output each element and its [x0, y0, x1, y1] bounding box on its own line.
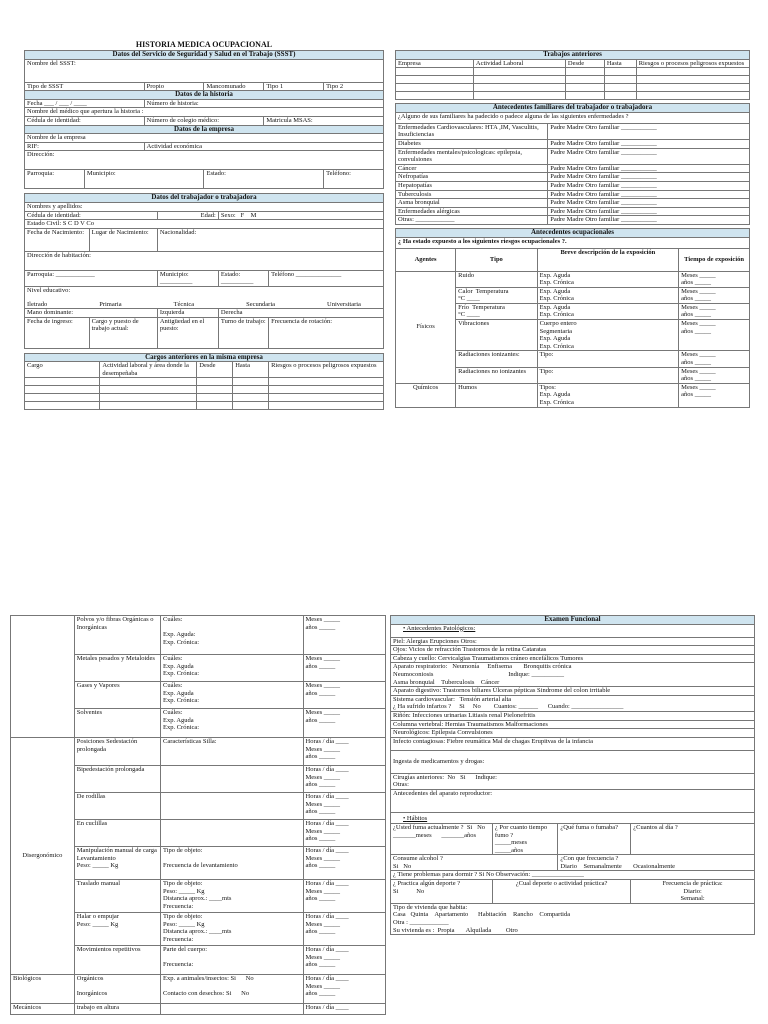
familiar-opciones: Padre Madre Otro familiar ___________ — [548, 190, 750, 199]
riesgo-tiempo: Meses _____ años _____ — [679, 303, 750, 319]
riesgo-tipo: Humos — [456, 383, 537, 407]
familiares-pregunta: ¿Alguno de sus familiares ha padecido o padece alguna de las siguientes enfermedades ? — [396, 112, 750, 123]
field-direccion: Dirección: — [25, 151, 384, 170]
enfermedad-hepatopatias: Hepatopatías — [396, 181, 548, 190]
col-tiempo: Tiempo de exposición — [679, 248, 750, 271]
riesgos-table — [10, 615, 386, 1015]
riesgo-tiempo: Meses _____ años _____ — [303, 655, 386, 682]
document-title: HISTORIA MEDICA OCUPACIONAL — [135, 40, 273, 49]
form-page-datos — [24, 40, 384, 528]
riesgo-descripcion — [161, 1004, 304, 1015]
section-header-familiares: Antecedentes familiares del trabajador o trabajadora — [396, 104, 750, 113]
habitos-label: • Hábitos — [393, 815, 427, 822]
col-hasta: Hasta — [233, 362, 269, 378]
riesgo-tipo: Frío Temperatura °C ____ — [456, 303, 537, 319]
trabajos-anteriores-table — [395, 50, 750, 100]
nivel-iletrado: Iletrado — [27, 300, 48, 308]
option-tipo2: Tipo 2 — [324, 82, 384, 91]
col-hasta: Hasta — [604, 59, 636, 68]
riesgo-tipo: De rodillas — [74, 793, 160, 820]
field-que-fuma: ¿Qué fuma o fumaba? — [558, 823, 631, 854]
ssst-table — [24, 50, 384, 189]
riesgo-descripcion: Cuáles: Exp. Aguda Exp. Crónica: — [161, 655, 304, 682]
nivel-options — [27, 301, 381, 309]
field-tipo-ssst: Tipo de SSST — [25, 82, 145, 91]
field-rif: RIF: — [25, 142, 145, 151]
field-sexo — [218, 211, 383, 220]
riesgo-descripcion: Cuáles: Exp. Aguda Exp. Crónica: — [161, 709, 304, 738]
nivel-secundaria: Secundaria — [246, 300, 276, 308]
familiar-opciones: Padre Madre Otro familiar ___________ — [548, 199, 750, 208]
familiar-opciones: Padre Madre Otro familiar ___________ — [548, 207, 750, 216]
section-header-trabajador: Datos del trabajador o trabajadora — [25, 194, 384, 203]
field-estado-civil: Estado Civil: S C D V Co — [25, 220, 384, 229]
riesgo-tiempo: Meses _____ años _____ — [679, 287, 750, 303]
table-row — [25, 402, 384, 410]
riesgo-descripcion: Tipo: — [537, 351, 679, 367]
field-fecha-nacimiento: Fecha de Nacimiento: — [25, 228, 90, 251]
form-page-riesgos — [10, 615, 386, 1024]
enfermedad-alergicas: Enfermedades alérgicas — [396, 207, 548, 216]
field-frecuencia-alcohol: ¿Con que frecuencia ? Diario Semanalmente Ocasionalmente — [558, 855, 755, 871]
riesgo-tipo: Manipulación manual de carga Levantamiento Peso: _____ Kg — [74, 847, 160, 880]
agente-quimicos: Químicos — [396, 383, 456, 407]
table-row — [396, 173, 750, 182]
riesgo-descripcion: Características Silla: — [161, 738, 304, 766]
familiar-opciones: Padre Madre Otro familiar ___________ — [548, 181, 750, 190]
familiar-opciones: Padre Madre Otro familiar ___________ — [548, 123, 750, 139]
field-cedula-medico: Cédula de identidad: — [25, 116, 145, 125]
riesgo-tiempo: Horas / día ____ Meses _____ años _____ — [303, 793, 386, 820]
enfermedad-mentales: Enfermedades mentales/psicologicas: epilepsia, convulsiones — [396, 148, 548, 164]
table-row — [396, 76, 750, 84]
riesgo-descripcion: Tipos: Exp. Aguda Exp. Crónica — [537, 383, 679, 407]
antecedentes-familiares-table — [395, 103, 750, 225]
nivel-tecnica: Técnica — [173, 300, 195, 308]
col-riesgos: Riesgos o procesos peligrosos expuestos — [269, 362, 384, 378]
riesgo-tiempo: Horas / día ____ Meses _____ años _____ — [303, 946, 386, 975]
riesgo-descripcion: Tipo: — [537, 367, 679, 383]
field-telefono-trabajador: Teléfono ______________ — [269, 270, 384, 286]
familiar-opciones: Padre Madre Otro familiar ___________ — [548, 139, 750, 148]
riesgo-descripcion — [161, 820, 304, 847]
section-header-examen: Examen Funcional — [391, 616, 755, 625]
enfermedad-diabetes: Diabetes — [396, 139, 548, 148]
field-ojos: Ojos: Vicios de refracción Trastornos de la retina Cataratas — [391, 646, 755, 655]
riesgo-tipo: Solventes — [74, 709, 160, 738]
field-edad: Edad: — [157, 211, 218, 220]
nivel-primaria: Primaria — [99, 300, 122, 308]
table-row — [396, 84, 750, 92]
field-ingesta: Ingesta de medicamentos y drogas: — [391, 750, 755, 773]
col-actividad: Actividad laboral y área donde la desempeñaba — [100, 362, 197, 378]
antecedentes-ocupacionales-table — [395, 228, 750, 408]
riesgo-descripcion — [161, 766, 304, 793]
enfermedad-tuberculosis: Tuberculosis — [396, 190, 548, 199]
riesgo-descripcion: Tipo de objeto: Frecuencia de levantamiento — [161, 847, 304, 880]
table-row — [396, 123, 750, 139]
field-alcohol: Consume alcohol ? Si No — [391, 855, 558, 871]
field-deporte: ¿ Practica algún deporte ? Si No — [391, 880, 493, 904]
riesgo-tiempo: Horas / día ____ Meses _____ años _____ — [303, 820, 386, 847]
riesgo-descripcion: Tipo de objeto: Peso: _____ Kg Distancia aprox.: ____mts Frecuencia: — [161, 913, 304, 946]
col-descripcion: Breve descripción de la exposición — [537, 248, 679, 271]
field-matricula-msas: Matricula MSAS: — [264, 116, 384, 125]
field-vivienda: Tipo de vivienda que habita: Casa Quinta Apartamento Habitación Rancho Compartida Otra : ____________ Su vivienda es : Propia Alquilada Otro — [391, 903, 755, 934]
familiar-opciones: Padre Madre Otro familiar ___________ — [548, 216, 750, 225]
nivel-label: Nivel educativo: — [27, 286, 71, 294]
nivel-universitaria: Universitaria — [327, 300, 361, 308]
riesgos-rows — [11, 616, 386, 1015]
field-nacionalidad: Nacionalidad: — [157, 228, 383, 251]
ocupacionales-rows — [396, 271, 750, 407]
field-piel: Piel: Alergias Erupciones Otros: — [391, 637, 755, 646]
riesgo-tiempo: Meses _____ años _____ — [303, 616, 386, 655]
field-cuantos-dia: ¿Cuantos al día ? — [631, 823, 755, 854]
riesgo-tiempo: Meses _____ años _____ — [679, 367, 750, 383]
enfermedad-nefropatias: Nefropatías — [396, 173, 548, 182]
option-mancomunado: Mancomunado — [204, 82, 264, 91]
riesgo-tiempo: Horas / día ____ Meses _____ años _____ — [303, 975, 386, 1004]
riesgo-tiempo: Meses _____ años _____ — [679, 351, 750, 367]
riesgo-tiempo: Horas / día ____ — [303, 1004, 386, 1015]
mano-derecha: Derecha — [218, 309, 383, 318]
form-page-antecedentes — [395, 50, 750, 530]
riesgo-descripcion: Exp. a animales/insectos: Si No Contacto con desechos: Si No — [161, 975, 304, 1004]
col-desde: Desde — [197, 362, 233, 378]
field-dormir: ¿ Tiene problemas para dormir ? Si No Observación: ________________ — [391, 871, 755, 880]
field-nivel-educativo — [25, 286, 384, 308]
riesgo-tipo: Movimientos repetitivos — [74, 946, 160, 975]
riesgo-tiempo: Horas / día ____ Meses _____ años _____ — [303, 913, 386, 946]
riesgo-descripcion: Exp. Aguda Exp. Crónica — [537, 287, 679, 303]
table-row — [396, 190, 750, 199]
field-medico: Nombre del médico que apertura la historia : — [25, 108, 384, 117]
riesgo-tipo: Bipedestación prolongada — [74, 766, 160, 793]
agente-biologicos: Biológicos — [11, 975, 75, 1004]
field-estado-trabajador: Estado: __________ — [218, 270, 268, 286]
cargos-anteriores-table — [24, 353, 384, 411]
field-parroquia: Parroquia: — [25, 170, 85, 189]
section-header-ocupacionales: Antecedentes ocupacionales — [396, 228, 750, 237]
riesgo-tipo: En cuclillas — [74, 820, 160, 847]
table-row — [11, 616, 386, 655]
field-infecto: Infecto contagiosas: Fiebre reumática Mal de chagas Erupitvas de la infancia — [391, 737, 755, 750]
riesgo-descripcion: Exp. Aguda Exp. Crónica — [537, 271, 679, 287]
field-respiratorio: Aparato respiratorio: Neumonía Enfisema Bronquitis crónica Neumoconiosis Indique: __________ Asma bronquial Tuberculosis Cáncer — [391, 663, 755, 687]
table-row — [396, 216, 750, 225]
riesgo-tiempo: Horas / día ____ Meses _____ años _____ — [303, 847, 386, 880]
field-parroquia-trabajador: Parroquia: ____________ — [25, 270, 158, 286]
riesgo-tipo: Traslado manual — [74, 880, 160, 913]
riesgo-tipo: Gases y Vapores — [74, 682, 160, 709]
field-tiempo-fumo: ¿ Por cuanto tiempo fumo ? _____meses _____años — [492, 823, 558, 854]
ocupacionales-pregunta: ¿ Ha estado expuesto a los siguientes riesgos ocupacionales ?. — [396, 237, 750, 248]
field-turno: Turno de trabajo: — [218, 317, 268, 348]
examen-table — [390, 615, 755, 935]
section-header-cargos: Cargos anteriores en la misma empresa — [25, 353, 384, 362]
enfermedad-asma: Asma bronquial — [396, 199, 548, 208]
table-row — [396, 92, 750, 100]
trabajador-table — [24, 193, 384, 348]
riesgo-tiempo: Meses _____ años _____ — [303, 709, 386, 738]
sexo-m: M — [250, 211, 257, 219]
table-row — [11, 1004, 386, 1015]
col-actividad-laboral: Actividad Laboral — [473, 59, 565, 68]
col-tipo: Tipo — [456, 248, 537, 271]
field-municipio: Municipio: — [84, 170, 204, 189]
field-fecha-ingreso: Fecha de ingreso: — [25, 317, 90, 348]
riesgo-tiempo: Horas / día ____ Meses _____ años _____ — [303, 880, 386, 913]
familiar-opciones: Padre Madre Otro familiar ___________ — [548, 164, 750, 173]
field-cedula-trabajador: Cédula de identidad: — [25, 211, 158, 220]
field-estado: Estado: — [204, 170, 324, 189]
field-cardiovascular: Sistema cardiovascular: Tensión arterial alta ¿ Ha sufrido infartos ? Si No Cuantos: ______ Cuando: ________________ — [391, 695, 755, 711]
field-cargo-actual: Cargo y puesto de trabajo actual: — [89, 317, 157, 348]
riesgo-tipo: Posiciones Sedestación prolongada — [74, 738, 160, 766]
table-row — [11, 975, 386, 1004]
field-antiguedad: Antigüedad en el puesto: — [157, 317, 218, 348]
riesgo-tipo: Metales pesados y Metaloides — [74, 655, 160, 682]
riesgo-tiempo: Meses _____ años _____ — [679, 383, 750, 407]
table-row — [396, 148, 750, 164]
table-row — [396, 207, 750, 216]
riesgo-tipo: Calor Temperatura °C ____ — [456, 287, 537, 303]
familiar-opciones: Padre Madre Otro familiar ___________ — [548, 173, 750, 182]
subheader-patologicos — [391, 624, 755, 637]
field-direccion-habitacion: Dirección de habitación: — [25, 251, 384, 270]
table-row — [396, 139, 750, 148]
sexo-label: Sexo: — [220, 211, 236, 219]
field-numero-historia: Número de historia: — [144, 99, 383, 108]
agente-fisicos: Físicos — [396, 271, 456, 383]
subheader-habitos — [391, 812, 755, 823]
option-propio: Propio — [144, 82, 204, 91]
enfermedad-cancer: Cáncer — [396, 164, 548, 173]
col-empresa: Empresa — [396, 59, 474, 68]
table-row — [11, 738, 386, 766]
col-desde: Desde — [565, 59, 604, 68]
riesgo-tiempo: Horas / día ____ Meses _____ años _____ — [303, 766, 386, 793]
field-frecuencia-rotacion: Frecuencia de rotación: — [269, 317, 384, 348]
option-tipo1: Tipo 1 — [264, 82, 324, 91]
riesgo-tipo: Halar o empujar Peso: _____ Kg — [74, 913, 160, 946]
table-row — [25, 394, 384, 402]
field-columna: Columna vertebral: Hernias Traumatismos Malformaciones — [391, 720, 755, 729]
section-header-historia: Datos de la historia — [25, 91, 384, 100]
col-cargo: Cargo — [25, 362, 100, 378]
riesgo-tipo: Radiaciones ionizantes: — [456, 351, 537, 367]
riesgo-descripcion — [161, 793, 304, 820]
table-row — [25, 386, 384, 394]
riesgo-descripcion: Exp. Aguda Exp. Crónica — [537, 303, 679, 319]
riesgo-tipo: Radiaciones no ionizantes — [456, 367, 537, 383]
patologicos-label: • Antecedentes Patológicos: — [393, 625, 475, 632]
riesgo-descripcion: Cuerpo entero Segmentaria Exp. Aguda Exp. Crónica — [537, 320, 679, 351]
field-frecuencia-practica: Frecuencia de práctica: Diario: Semanal: — [631, 880, 755, 904]
agente-disergonomico: Disergonómico — [11, 738, 75, 975]
sexo-f: F — [240, 211, 245, 219]
riesgo-tiempo: Meses _____ años _____ — [679, 271, 750, 287]
field-rinon: Riñón: Infecciones urinarias Litiasis renal Pielonefritis — [391, 711, 755, 720]
familiar-opciones: Padre Madre Otro familiar ___________ — [548, 148, 750, 164]
section-header-empresa: Datos de la empresa — [25, 125, 384, 134]
field-nombre-ssst: Nombre del SSST: — [25, 59, 384, 82]
riesgo-descripcion: Cuáles: Exp. Aguda: Exp. Crónica: — [161, 616, 304, 655]
table-row — [396, 164, 750, 173]
field-fuma: ¿Usted fuma actualmente ? Si No _______meses _______años — [391, 823, 493, 854]
field-reproductor: Antecedentes del aparato reproductor: — [391, 789, 755, 812]
table-row — [396, 181, 750, 190]
table-row — [25, 378, 384, 386]
riesgo-tipo: Polvos y/o fibras Orgánicas o Inorgánicas — [74, 616, 160, 655]
field-cabeza: Cabeza y cuello: Cervicalgias Traumatismos cráneo encefálicos Tumores — [391, 654, 755, 663]
field-colegio-medico: Número de colegio médico: — [144, 116, 264, 125]
col-agentes: Agentes — [396, 248, 456, 271]
riesgo-tipo: Ruido — [456, 271, 537, 287]
enfermedad-otras: Otras: ____________ — [396, 216, 548, 225]
field-nombres: Nombres y apellidos: — [25, 202, 384, 211]
agente-blank — [11, 616, 75, 738]
riesgo-descripcion: Cuáles: Exp. Aguda Exp. Crónica: — [161, 682, 304, 709]
field-digestivo: Aparato digestivo: Trastornos biliares Úlceras pépticas Sindrome del colon irritable — [391, 687, 755, 696]
field-mano-dominante: Mano dominante: — [25, 309, 158, 318]
agente-mecanicos: Mecánicos — [11, 1004, 75, 1015]
riesgo-tiempo: Meses _____ años _____ — [303, 682, 386, 709]
riesgo-tipo: Vibraciones — [456, 320, 537, 351]
field-municipio-trabajador: Municipio: __________ — [157, 270, 218, 286]
field-cirugias: Cirugías anteriores: No Si Indique: Otras: — [391, 773, 755, 789]
field-neurologicos: Neurológicos: Epilepsia Convulsiones — [391, 729, 755, 738]
table-row — [396, 68, 750, 76]
table-row — [396, 271, 750, 287]
field-cual-deporte: ¿Cual deporte o actividad práctica? — [492, 880, 630, 904]
table-row — [396, 383, 750, 407]
riesgo-tipo: trabajo en altura — [74, 1004, 160, 1015]
field-telefono: Teléfono: — [324, 170, 384, 189]
mano-izquierda: Izquierda — [157, 309, 218, 318]
section-header-ssst: Datos del Servicio de Seguridad y Salud en el Trabajo (SSST) — [25, 51, 384, 60]
field-lugar-nacimiento: Lugar de Nacimiento: — [89, 228, 157, 251]
riesgo-tipo: Orgánicos Inorgánicos — [74, 975, 160, 1004]
enfermedad-cardiovascular: Enfermedades Cardiovasculares: HTA ,IM, Vasculitis, Insuficiencias — [396, 123, 548, 139]
riesgo-tiempo: Horas / día ____ Meses _____ años _____ — [303, 738, 386, 766]
table-row — [396, 199, 750, 208]
riesgo-descripcion: Parte del cuerpo: Frecuencia: — [161, 946, 304, 975]
field-actividad-economica: Actividad económica — [144, 142, 383, 151]
col-riesgos: Riesgos o procesos peligrosos expuestos — [636, 59, 749, 68]
form-page-examen-funcional — [390, 615, 755, 1024]
field-fecha: Fecha ___ / ___ / ____ — [25, 99, 145, 108]
riesgo-descripcion: Tipo de objeto: Peso: _____ Kg Distancia aprox.: ____mts Frecuencia: — [161, 880, 304, 913]
riesgo-tiempo: Meses _____ años _____ — [679, 320, 750, 351]
field-nombre-empresa: Nombre de la empresa — [25, 134, 384, 143]
section-header-trabajos: Trabajos anteriores — [396, 51, 750, 60]
